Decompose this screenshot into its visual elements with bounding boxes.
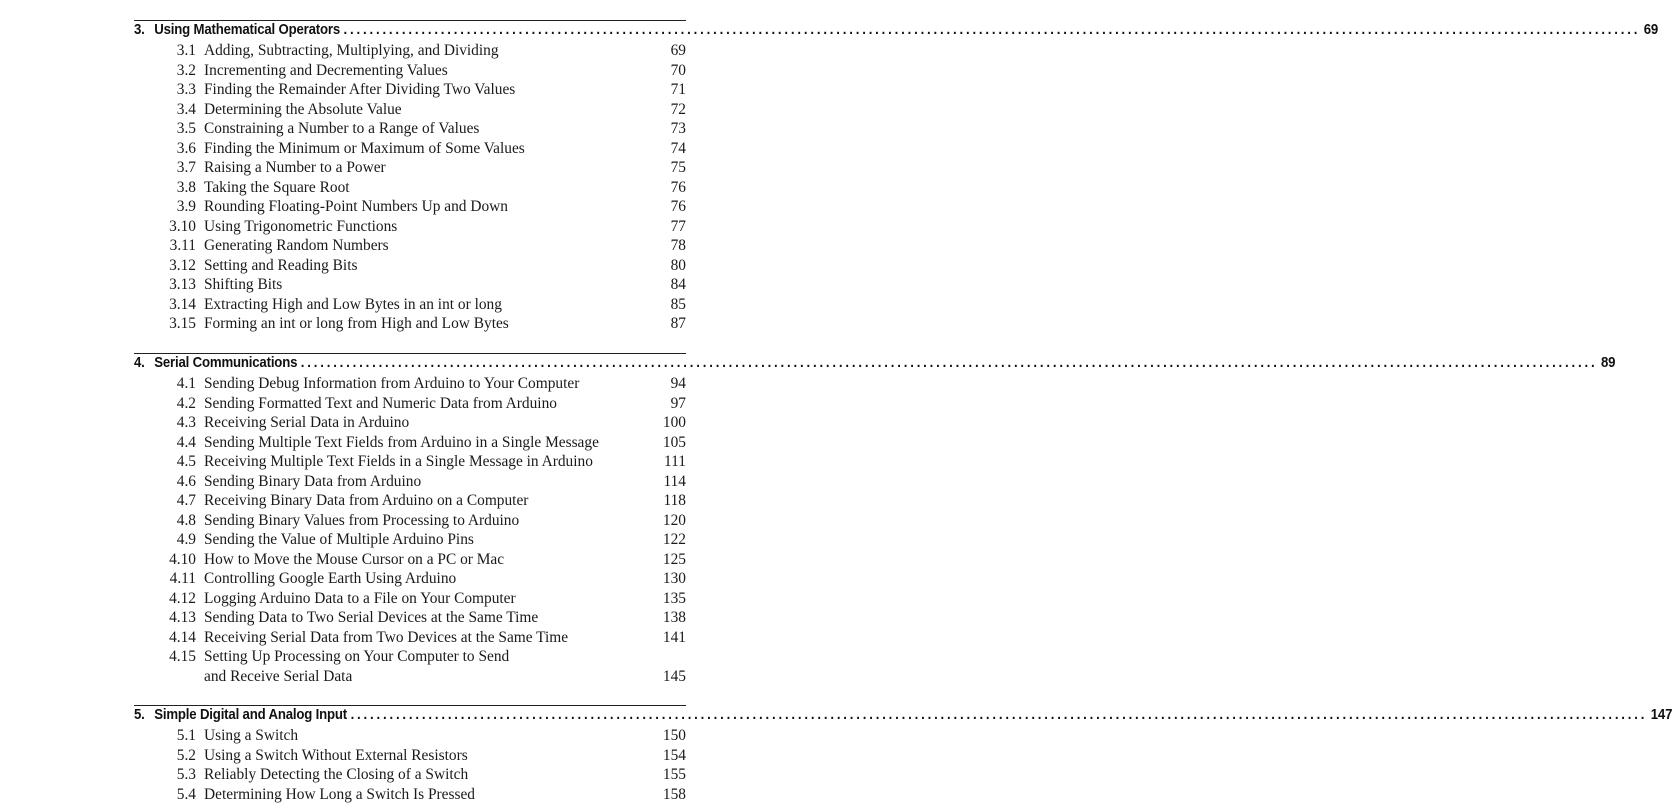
section-page-number: 120: [662, 511, 686, 529]
toc-entry[interactable]: [150, 628, 686, 648]
toc-entry[interactable]: [150, 667, 686, 687]
section-title: Receiving Serial Data from Two Devices at the Same Time: [204, 628, 569, 646]
toc-entry[interactable]: [150, 511, 686, 531]
section-title: Setting and Reading Bits: [204, 256, 358, 274]
chapter-number: 5.: [134, 706, 145, 723]
section-page-number: 71: [670, 81, 686, 98]
section-number: 4.11: [169, 570, 196, 587]
section-title: Sending Formatted Text and Numeric Data from Arduino: [204, 394, 557, 412]
toc-entry[interactable]: [150, 256, 686, 276]
toc-entry[interactable]: [150, 119, 686, 139]
section-title: Constraining a Number to a Range of Values: [204, 120, 480, 137]
section-number: 3.12: [169, 256, 196, 274]
section-number: 3.15: [169, 315, 196, 332]
section-title: and Receive Serial Data: [204, 667, 353, 685]
section-number: 4.10: [169, 550, 196, 568]
section-title: Forming an int or long from High and Low Bytes: [204, 315, 509, 332]
chapter-number: 4.: [134, 354, 145, 371]
section-page-number: 135: [662, 589, 686, 607]
toc-entry[interactable]: [150, 61, 686, 81]
section-page-number: 74: [670, 139, 686, 157]
section-page-number: 122: [662, 531, 686, 548]
section-title: Taking the Square Root: [204, 178, 350, 196]
dot-leader: ........................................................................................................................................................................................................: [343, 21, 1641, 38]
section-title: Sending Binary Data from Arduino: [204, 472, 422, 490]
section-page-number: 78: [670, 237, 686, 254]
section-page-number: 94: [670, 375, 686, 392]
toc-entry[interactable]: [150, 178, 686, 198]
section-page-number: 70: [670, 61, 686, 79]
section-number: 4.7: [176, 492, 196, 509]
section-title: Incrementing and Decrementing Values: [204, 61, 448, 79]
toc-entry[interactable]: [150, 314, 686, 334]
section-title: Controlling Google Earth Using Arduino: [204, 570, 457, 587]
section-title: Finding the Remainder After Dividing Two Values: [204, 81, 516, 98]
section-number: 3.8: [176, 178, 196, 196]
section-page-number: 69: [670, 42, 686, 59]
toc-entry[interactable]: [150, 158, 686, 178]
section-number: 3.10: [169, 217, 196, 235]
section-title: Extracting High and Low Bytes in an int or long: [204, 295, 502, 313]
chapter-page-number: 89: [1600, 354, 1616, 371]
section-number: 3.9: [176, 198, 196, 215]
toc-entry[interactable]: [150, 100, 686, 120]
section-number: 4.8: [176, 511, 196, 529]
section-page-number: 73: [670, 120, 686, 137]
section-number: 3.7: [176, 159, 196, 176]
toc-entry[interactable]: [150, 217, 686, 237]
toc-entry[interactable]: [150, 530, 686, 550]
section-number: 3.4: [176, 100, 196, 118]
section-page-number: 76: [670, 178, 686, 196]
section-title: Receiving Multiple Text Fields in a Single Message in Arduino: [204, 453, 593, 470]
chapter-heading[interactable]: [134, 354, 1616, 376]
section-number: 4.3: [176, 414, 196, 431]
dot-leader: ........................................................................................................................................................................................................: [300, 354, 1598, 371]
section-number: 3.13: [169, 276, 196, 293]
section-number: 4.15: [169, 648, 196, 665]
section-title: How to Move the Mouse Cursor on a PC or Mac: [204, 550, 505, 568]
section-title: Sending Multiple Text Fields from Arduino in a Single Message: [204, 433, 599, 451]
section-page-number: 130: [662, 570, 686, 587]
chapter-title: Serial Communications: [154, 354, 298, 371]
toc-entry[interactable]: [150, 491, 686, 511]
section-number: 5.4: [176, 785, 196, 803]
chapter-title: Using Mathematical Operators: [154, 21, 341, 38]
section-number: 4.9: [176, 531, 196, 548]
toc-entry[interactable]: [150, 197, 686, 217]
section-page-number: 80: [670, 256, 686, 274]
section-number: 4.13: [169, 609, 196, 626]
section-title: Adding, Subtracting, Multiplying, and Dividing: [204, 42, 499, 59]
section-title: Finding the Minimum or Maximum of Some Values: [204, 139, 525, 157]
chapter-page-number: 147: [1650, 706, 1672, 723]
toc-entry[interactable]: [150, 452, 686, 472]
section-number: 3.11: [169, 237, 196, 254]
section-title: Using a Switch Without External Resistors: [204, 746, 468, 764]
section-title: Receiving Binary Data from Arduino on a Computer: [204, 492, 529, 509]
section-title: Shifting Bits: [204, 276, 283, 293]
section-title: Setting Up Processing on Your Computer to Send: [204, 648, 510, 665]
section-title: Using Trigonometric Functions: [204, 217, 398, 235]
section-number: 5.2: [176, 746, 196, 764]
toc-entry[interactable]: [150, 433, 686, 453]
section-number: 4.2: [176, 394, 196, 412]
section-number: 3.5: [176, 120, 196, 137]
section-page-number: 155: [662, 766, 686, 783]
section-title: Receiving Serial Data in Arduino: [204, 414, 410, 431]
section-page-number: 154: [662, 746, 686, 764]
top-cropped-text: [360, 0, 460, 3]
section-title: Generating Random Numbers: [204, 237, 389, 254]
section-title: Sending Data to Two Serial Devices at the Same Time: [204, 609, 539, 626]
toc-entry[interactable]: [150, 726, 686, 746]
section-number: 4.6: [176, 472, 196, 490]
toc-entry[interactable]: [150, 139, 686, 159]
toc-entry[interactable]: [150, 608, 686, 628]
toc-entry[interactable]: [150, 647, 686, 667]
section-title: Logging Arduino Data to a File on Your Computer: [204, 589, 516, 607]
chapter-number: 3.: [134, 21, 145, 38]
section-number: 4.4: [176, 433, 196, 451]
section-page-number: 97: [670, 394, 686, 412]
toc-entry[interactable]: [150, 472, 686, 492]
toc-entry[interactable]: [150, 41, 686, 61]
section-number: 4.14: [169, 628, 196, 646]
chapter-title: Simple Digital and Analog Input: [154, 706, 348, 723]
section-page-number: 87: [670, 315, 686, 332]
section-page-number: 75: [670, 159, 686, 176]
toc-entry[interactable]: [150, 569, 686, 589]
toc-entry[interactable]: [150, 550, 686, 570]
section-page-number: 72: [670, 100, 686, 118]
section-number: 4.1: [176, 375, 196, 392]
section-title: Sending Debug Information from Arduino to Your Computer: [204, 375, 580, 392]
toc-entry[interactable]: [150, 80, 686, 100]
section-title: Determining How Long a Switch Is Pressed: [204, 785, 476, 803]
toc-entry[interactable]: [150, 589, 686, 609]
section-page-number: 118: [663, 492, 686, 509]
section-number: 5.1: [176, 727, 196, 744]
section-number: 4.12: [169, 589, 196, 607]
section-page-number: 145: [662, 667, 686, 685]
toc-entry[interactable]: [150, 765, 686, 785]
section-page-number: 84: [670, 276, 686, 293]
section-title: Using a Switch: [204, 727, 299, 744]
section-title: Sending Binary Values from Processing to Arduino: [204, 511, 520, 529]
chapter-page-number: 69: [1643, 21, 1659, 38]
section-page-number: 114: [663, 472, 686, 490]
section-page-number: 100: [662, 414, 686, 431]
section-number: 3.6: [176, 139, 196, 157]
section-page-number: 77: [670, 217, 686, 235]
chapter-heading[interactable]: [134, 706, 1672, 728]
dot-leader: ........................................................................................................................................................................................................: [350, 706, 1648, 723]
section-number: 4.5: [176, 453, 196, 470]
toc-entry[interactable]: [150, 413, 686, 433]
section-title: Sending the Value of Multiple Arduino Pins: [204, 531, 474, 548]
section-title: Determining the Absolute Value: [204, 100, 402, 118]
section-title: Raising a Number to a Power: [204, 159, 386, 176]
toc-entry[interactable]: [150, 275, 686, 295]
toc-entry[interactable]: [150, 785, 686, 805]
section-title: Rounding Floating-Point Numbers Up and Down: [204, 198, 508, 215]
section-page-number: 111: [664, 453, 686, 470]
section-page-number: 150: [662, 727, 686, 744]
section-number: 5.3: [176, 766, 196, 783]
toc-entry[interactable]: [150, 374, 686, 394]
chapter-heading[interactable]: [134, 21, 1659, 43]
section-page-number: 141: [662, 628, 686, 646]
section-number: 3.1: [176, 42, 196, 59]
section-page-number: 138: [662, 609, 686, 626]
section-page-number: 105: [662, 433, 686, 451]
section-number: 3.3: [176, 81, 196, 98]
section-number: 3.14: [169, 295, 196, 313]
section-title: Reliably Detecting the Closing of a Switch: [204, 766, 469, 783]
toc-entry[interactable]: [150, 295, 686, 315]
section-page-number: 158: [662, 785, 686, 803]
section-page-number: 85: [670, 295, 686, 313]
toc-entry[interactable]: [150, 394, 686, 414]
section-page-number: 76: [670, 198, 686, 215]
section-page-number: 125: [662, 550, 686, 568]
toc-entry[interactable]: [150, 236, 686, 256]
section-number: 3.2: [176, 61, 196, 79]
toc-entry[interactable]: [150, 746, 686, 766]
